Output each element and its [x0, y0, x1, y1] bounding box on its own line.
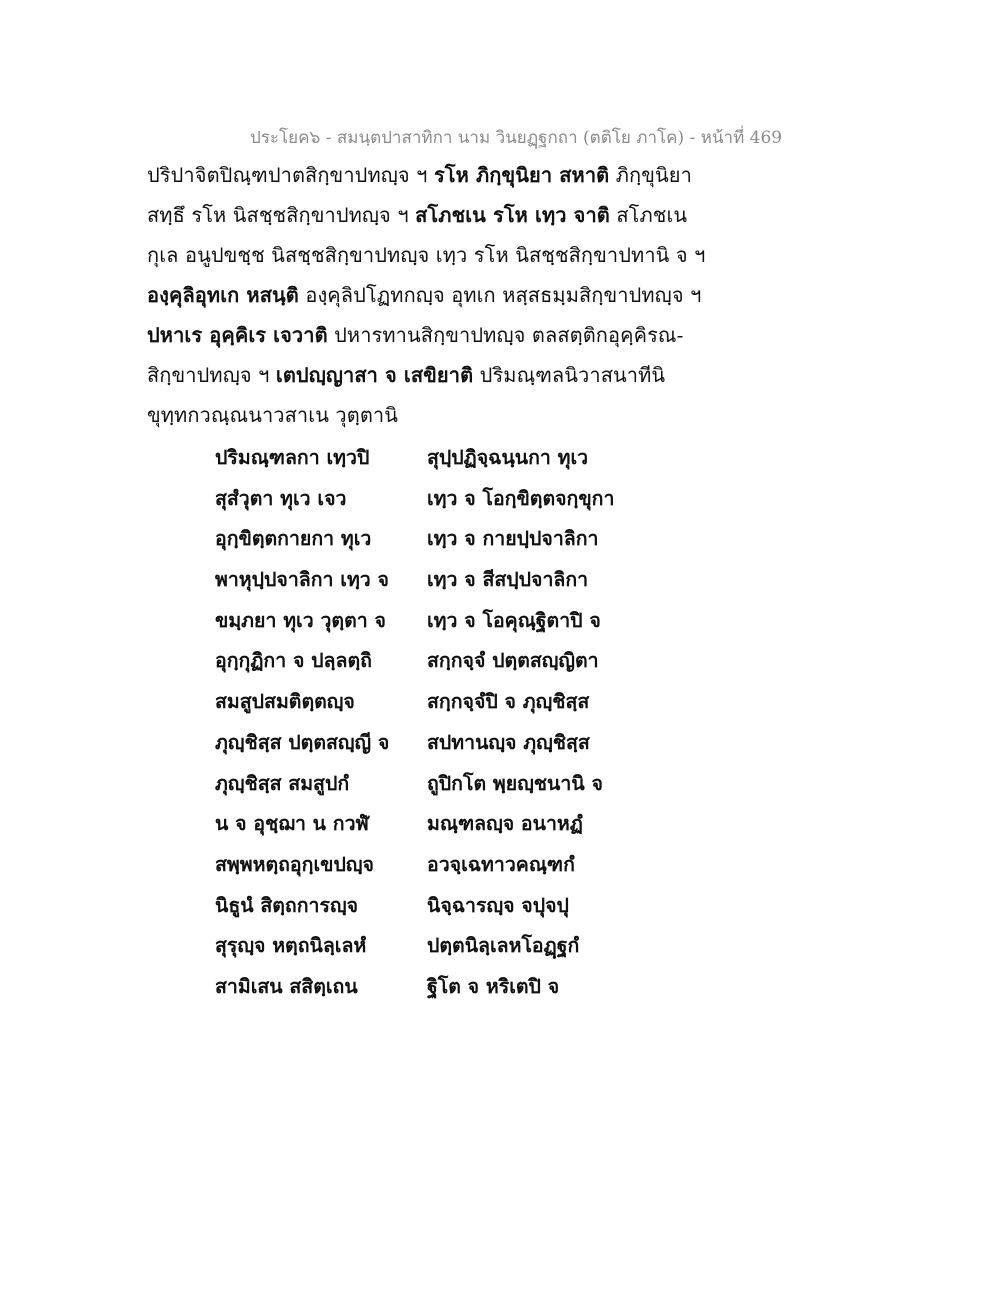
verse-row [215, 930, 635, 971]
verse-right: เทฺว จ สีสปฺปจาลิกา [427, 568, 589, 592]
prose-text: ปริมณฺฑลนิวาสนาทีนิ [473, 363, 666, 387]
verse-right: สปทานญฺจ ภุญฺชิสฺส [427, 730, 590, 754]
verse-row [215, 808, 635, 849]
prose-line [147, 280, 707, 320]
verse-left: น จ อุชฺฌา น กวฬํ [215, 812, 369, 836]
verse-left: สามิเสน สสิตฺเถน [215, 974, 358, 998]
prose-line [147, 240, 707, 280]
verse-right: สุปฺปฏิจฺฉนฺนกา ทุเว [427, 446, 589, 469]
prose-line [147, 320, 707, 360]
verse-right: มณฺฑลญฺจ อนาหฏํ [427, 812, 583, 836]
bold-term: องฺคุลิอุทเก หสนฺติ [147, 283, 299, 307]
verse-right: นิจฺฉารญฺจ จปุจปุ [427, 893, 569, 917]
prose-text: สโภชเน [609, 203, 688, 227]
verse-left: พาหุปฺปจาลิกา เทฺว จ [215, 568, 389, 592]
verse-left: สุรุญฺจ หตฺถนิลฺเลหํ [215, 934, 367, 958]
page-header: ประโยค๖ - สมนฺตปาสาทิกา นาม วินยฏฺฐกถา (ตติโย ภาโค) - หน้าที่ 469 [250, 128, 783, 148]
prose-block [147, 160, 707, 440]
prose-line [147, 160, 707, 200]
verse-row [215, 686, 635, 727]
verse-row [215, 645, 635, 686]
prose-text: องฺคุลิปโฏทกญฺจ อุทเก หสฺสธมฺมสิกฺขาปทญฺจ ฯ [298, 283, 702, 307]
bold-term: สโภชเน รโห เทฺว จาติ [415, 203, 610, 227]
verse-right: เทฺว จ โอคุณฺฐิตาปิ จ [427, 608, 601, 632]
verse-left: นิธูนํ สิตฺถการญฺจ [215, 893, 358, 917]
bold-term: เตปญฺญาสา จ เสขิยาติ [275, 363, 474, 387]
bold-term: ปหาเร อุคฺคิเร เจวาติ [147, 323, 328, 347]
verse-right: ฐิโต จ หริเตปิ จ [427, 974, 560, 998]
verse-row [215, 523, 635, 564]
verse-row [215, 971, 635, 1012]
prose-text: สทฺธึ รโห นิสชฺชสิกฺขาปทญฺจ ฯ [147, 203, 416, 227]
prose-line [147, 200, 707, 240]
prose-line [147, 400, 707, 440]
verse-right: ปตฺตนิลฺเลหโอฏฺฐกํ [427, 934, 580, 958]
verse-left: สุสํวุตา ทุเว เจว [215, 486, 347, 510]
verse-left: อุกฺขิตฺตกายกา ทุเว [215, 527, 372, 551]
verse-left: ภุญฺชิสฺส ปตฺตสญฺญี จ [215, 730, 390, 754]
verse-right: สกฺกจฺจํปิ จ ภุญฺชิสฺส [427, 690, 590, 714]
verse-row [215, 768, 635, 809]
verse-row [215, 564, 635, 605]
verse-right: สกฺกจฺจํ ปตฺตสญฺญิตา [427, 649, 599, 673]
prose-text: ปริปาจิตปิณฺฑปาตสิกฺขาปทญฺจ ฯ [147, 163, 434, 187]
verse-left: ขมฺภยา ทุเว วุตฺตา จ [215, 608, 386, 632]
verse-right: เทฺว จ โอกฺขิตฺตจกฺขุกา [427, 486, 615, 510]
verse-row [215, 605, 635, 646]
verse-row [215, 727, 635, 768]
verse-right: อวจฺเฉทาวคณฺฑกํ [427, 852, 575, 876]
verse-row [215, 849, 635, 890]
prose-line [147, 360, 707, 400]
prose-text: สิกฺขาปทญฺจ ฯ [147, 363, 276, 387]
verse-left: สพฺพหตฺถอุกฺเขปญฺจ [215, 852, 374, 876]
verse-left: ภุญฺชิสฺส สมสูปกํ [215, 771, 350, 795]
prose-text: ปหารทานสิกฺขาปทญฺจ ตลสตฺติกอุคฺคิรณ- [327, 323, 684, 347]
verse-row [215, 890, 635, 931]
verse-row [215, 442, 635, 483]
verse-left: ปริมณฺฑลกา เทฺวปิ [215, 446, 370, 469]
verse-block [215, 442, 635, 1012]
prose-text: กุเล อนูปขชฺช นิสชฺชสิกฺขาปทญฺจ เทฺว รโห นิสชฺชสิกฺขาปทานิ จ ฯ [147, 243, 706, 267]
bold-term: รโห ภิกฺขุนิยา สหาติ [433, 163, 610, 187]
verse-right: ถูปิกโต พฺยญฺชนานิ จ [427, 771, 603, 795]
verse-row [215, 483, 635, 524]
verse-left: อุกฺกุฏิกา จ ปลฺลตฺถิ [215, 649, 372, 673]
verse-right: เทฺว จ กายปฺปจาลิกา [427, 527, 599, 551]
prose-text: ภิกฺขุนิยา [609, 163, 692, 187]
prose-text: ขุทฺทกวณฺณนาวสาเน วุตฺตานิ [147, 403, 399, 427]
verse-left: สมสูปสมติตฺตญฺจ [215, 690, 355, 714]
